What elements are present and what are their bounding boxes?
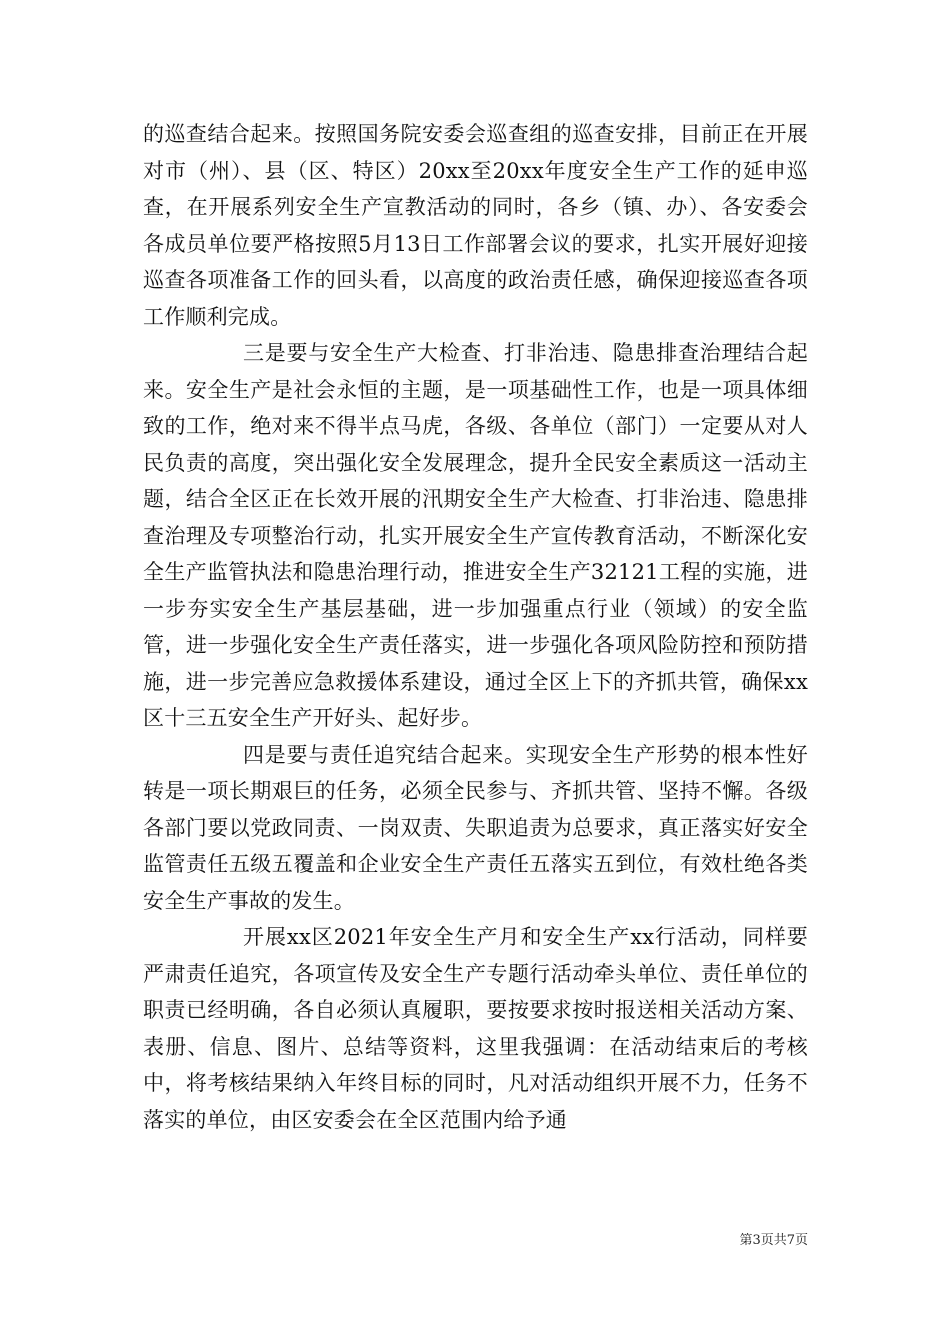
paragraph-4: 开展xx区2021年安全生产月和安全生产xx行活动，同样要严肃责任追究，各项宣传及安全生产专题行活动牵头单位、责任单位的职责已经明确，各自必须认真履职，要按要求按时报送相关活动方案、表册、信息、图片、总结等资料，这里我强调：在活动结束后的考核中，将考核结果纳入年终目标的同时，凡对活动组织开展不力，任务不落实的单位，由区安委会在全区范围内给予通 bbox=[143, 925, 808, 1132]
paragraph-3: 四是要与责任追究结合起来。实现安全生产形势的根本性好转是一项长期艰巨的任务，必须全民参与、齐抓共管、坚持不懈。各级各部门要以党政同责、一岗双责、失职追责为总要求，真正落实好安全监管责任五级五覆盖和企业安全生产责任五落实五到位，有效杜绝各类安全生产事故的发生。 bbox=[143, 742, 808, 913]
paragraph-1: 的巡查结合起来。按照国务院安委会巡查组的巡查安排，目前正在开展对市（州）、县（区、特区）20xx至20xx年度安全生产工作的延申巡查，在开展系列安全生产宣教活动的同时，各乡（镇、办）、各安委会各成员单位要严格按照5月13日工作部署会议的要求，扎实开展好迎接巡查各项准备工作的回头看，以高度的政治责任感，确保迎接巡查各项工作顺利完成。 bbox=[143, 122, 808, 329]
paragraph-2: 三是要与安全生产大检查、打非治违、隐患排查治理结合起来。安全生产是社会永恒的主题，是一项基础性工作，也是一项具体细致的工作，绝对来不得半点马虎，各级、各单位（部门）一定要从对人民负责的高度，突出强化安全发展理念，提升全民安全素质这一活动主题，结合全区正在长效开展的汛期安全生产大检查、打非治违、隐患排查治理及专项整治行动，扎实开展安全生产宣传教育活动，不断深化安全生产监管执法和隐患治理行动，推进安全生产32121工程的实施，进一步夯实安全生产基层基础，进一步加强重点行业（领域）的安全监管，进一步强化安全生产责任落实，进一步强化各项风险防控和预防措施，进一步完善应急救援体系建设，通过全区上下的齐抓共管，确保xx区十三五安全生产开好头、起好步。 bbox=[143, 341, 808, 730]
page-number: 第3页共7页 bbox=[739, 1233, 808, 1248]
body-text bbox=[143, 116, 808, 1138]
